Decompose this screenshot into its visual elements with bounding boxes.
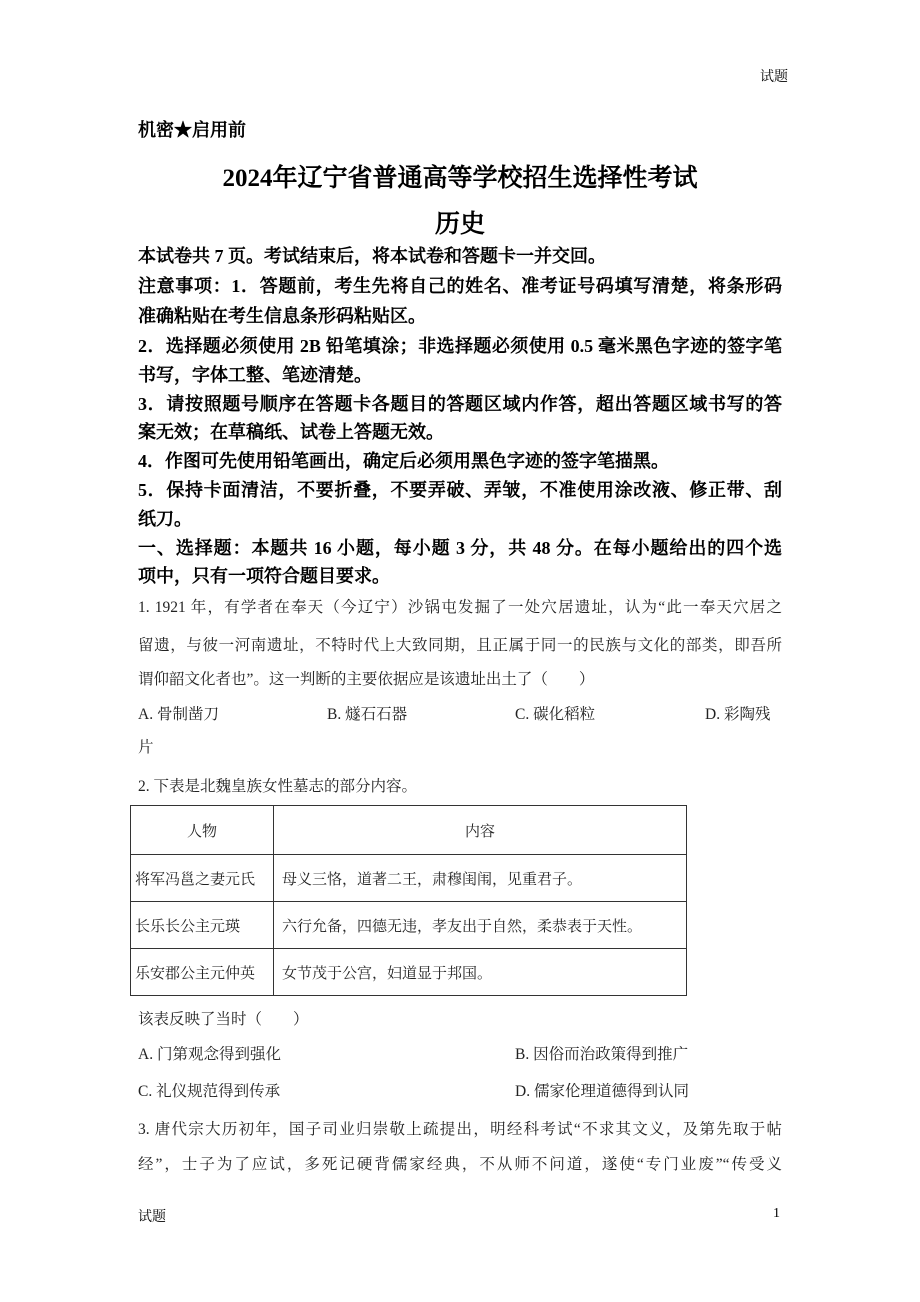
table-row	[131, 855, 687, 902]
notice-line: 本试卷共 7 页。考试结束后，将本试卷和答题卡一并交回。	[138, 246, 606, 266]
table-row	[131, 949, 687, 996]
q1-line: 留遗，与彼一河南遗址，不特时代上大致同期，且正属于同一的民族与文化的部类，即吾所	[138, 637, 782, 654]
notice-line: 准确粘贴在考生信息条形码粘贴区。	[138, 306, 426, 326]
notice-line: 4．作图可先使用铅笔画出，确定后必须用黑色字迹的签字笔描黑。	[138, 451, 669, 471]
q1-option-d-wrap: 片	[138, 739, 154, 756]
footer-label: 试题	[138, 1210, 166, 1225]
notice-line: 案无效；在草稿纸、试卷上答题无效。	[138, 422, 444, 442]
q3-line: 经”，士子为了应试，多死记硬背儒家经典，不从师不问道，遂使“专门业废”“传受义	[138, 1156, 782, 1173]
q1-option-b: B. 燧石石器	[327, 706, 408, 723]
notice-line: 2．选择题必须使用 2B 铅笔填涂；非选择题必须使用 0.5 毫米黑色字迹的签字笔	[138, 336, 782, 356]
q2-option-c: C. 礼仪规范得到传承	[138, 1083, 281, 1100]
table-header: 内容	[274, 806, 687, 855]
notice-line: 纸刀。	[138, 509, 192, 529]
table-header-row	[131, 806, 687, 855]
table-cell: 将军冯邕之妻元氏	[131, 855, 274, 902]
table-cell: 乐安郡公主元仲英	[131, 949, 274, 996]
table-cell: 母义三恪，道著二王，肃穆闺闱，见重君子。	[274, 855, 687, 902]
header-label: 试题	[760, 70, 788, 85]
q1-option-c: C. 碳化稻粒	[515, 706, 596, 723]
q1-line: 1. 1921 年，有学者在奉天（今辽宁）沙锅屯发掘了一处穴居遗址，认为“此一奉天穴居之	[138, 599, 782, 616]
section-heading: 项中，只有一项符合题目要求。	[138, 566, 390, 586]
notice-line: 书写，字体工整、笔迹清楚。	[138, 365, 372, 385]
subject-title: 历史	[434, 211, 485, 238]
exam-title: 2024年辽宁省普通高等学校招生选择性考试	[222, 165, 698, 192]
table-cell: 六行允备，四德无违，孝友出于自然，柔恭表于天性。	[274, 902, 687, 949]
table-cell: 女节茂于公宫，妇道显于邦国。	[274, 949, 687, 996]
q3-line: 3. 唐代宗大历初年，国子司业归崇敬上疏提出，明经科考试“不求其文义，及第先取于帖	[138, 1121, 782, 1138]
notice-line: 注意事项：1．答题前，考生先将自己的姓名、准考证号码填写清楚，将条形码	[138, 276, 782, 296]
q2-option-d: D. 儒家伦理道德得到认同	[515, 1083, 689, 1100]
epitaph-table	[130, 805, 687, 996]
q1-option-d: D. 彩陶残	[705, 706, 771, 723]
q2-option-a: A. 门第观念得到强化	[138, 1046, 281, 1063]
notice-line: 3．请按照题号顺序在答题卡各题目的答题区域内作答，超出答题区域书写的答	[138, 394, 782, 414]
q1-option-a: A. 骨制凿刀	[138, 706, 219, 723]
section-heading: 一、选择题：本题共 16 小题，每小题 3 分，共 48 分。在每小题给出的四个选	[138, 538, 782, 558]
table-header: 人物	[131, 806, 274, 855]
q2-option-b: B. 因俗而治政策得到推广	[515, 1046, 689, 1063]
q1-line: 谓仰韶文化者也”。这一判断的主要依据应是该遗址出土了（ ）	[138, 671, 595, 688]
table-cell: 长乐长公主元瑛	[131, 902, 274, 949]
table-row	[131, 902, 687, 949]
q2-question: 该表反映了当时（ ）	[138, 1011, 309, 1028]
confidential-label: 机密★启用前	[138, 120, 246, 140]
q2-stem: 2. 下表是北魏皇族女性墓志的部分内容。	[138, 778, 418, 795]
page-number: 1	[773, 1206, 780, 1221]
notice-line: 5．保持卡面清洁，不要折叠，不要弄破、弄皱，不准使用涂改液、修正带、刮	[138, 480, 782, 500]
